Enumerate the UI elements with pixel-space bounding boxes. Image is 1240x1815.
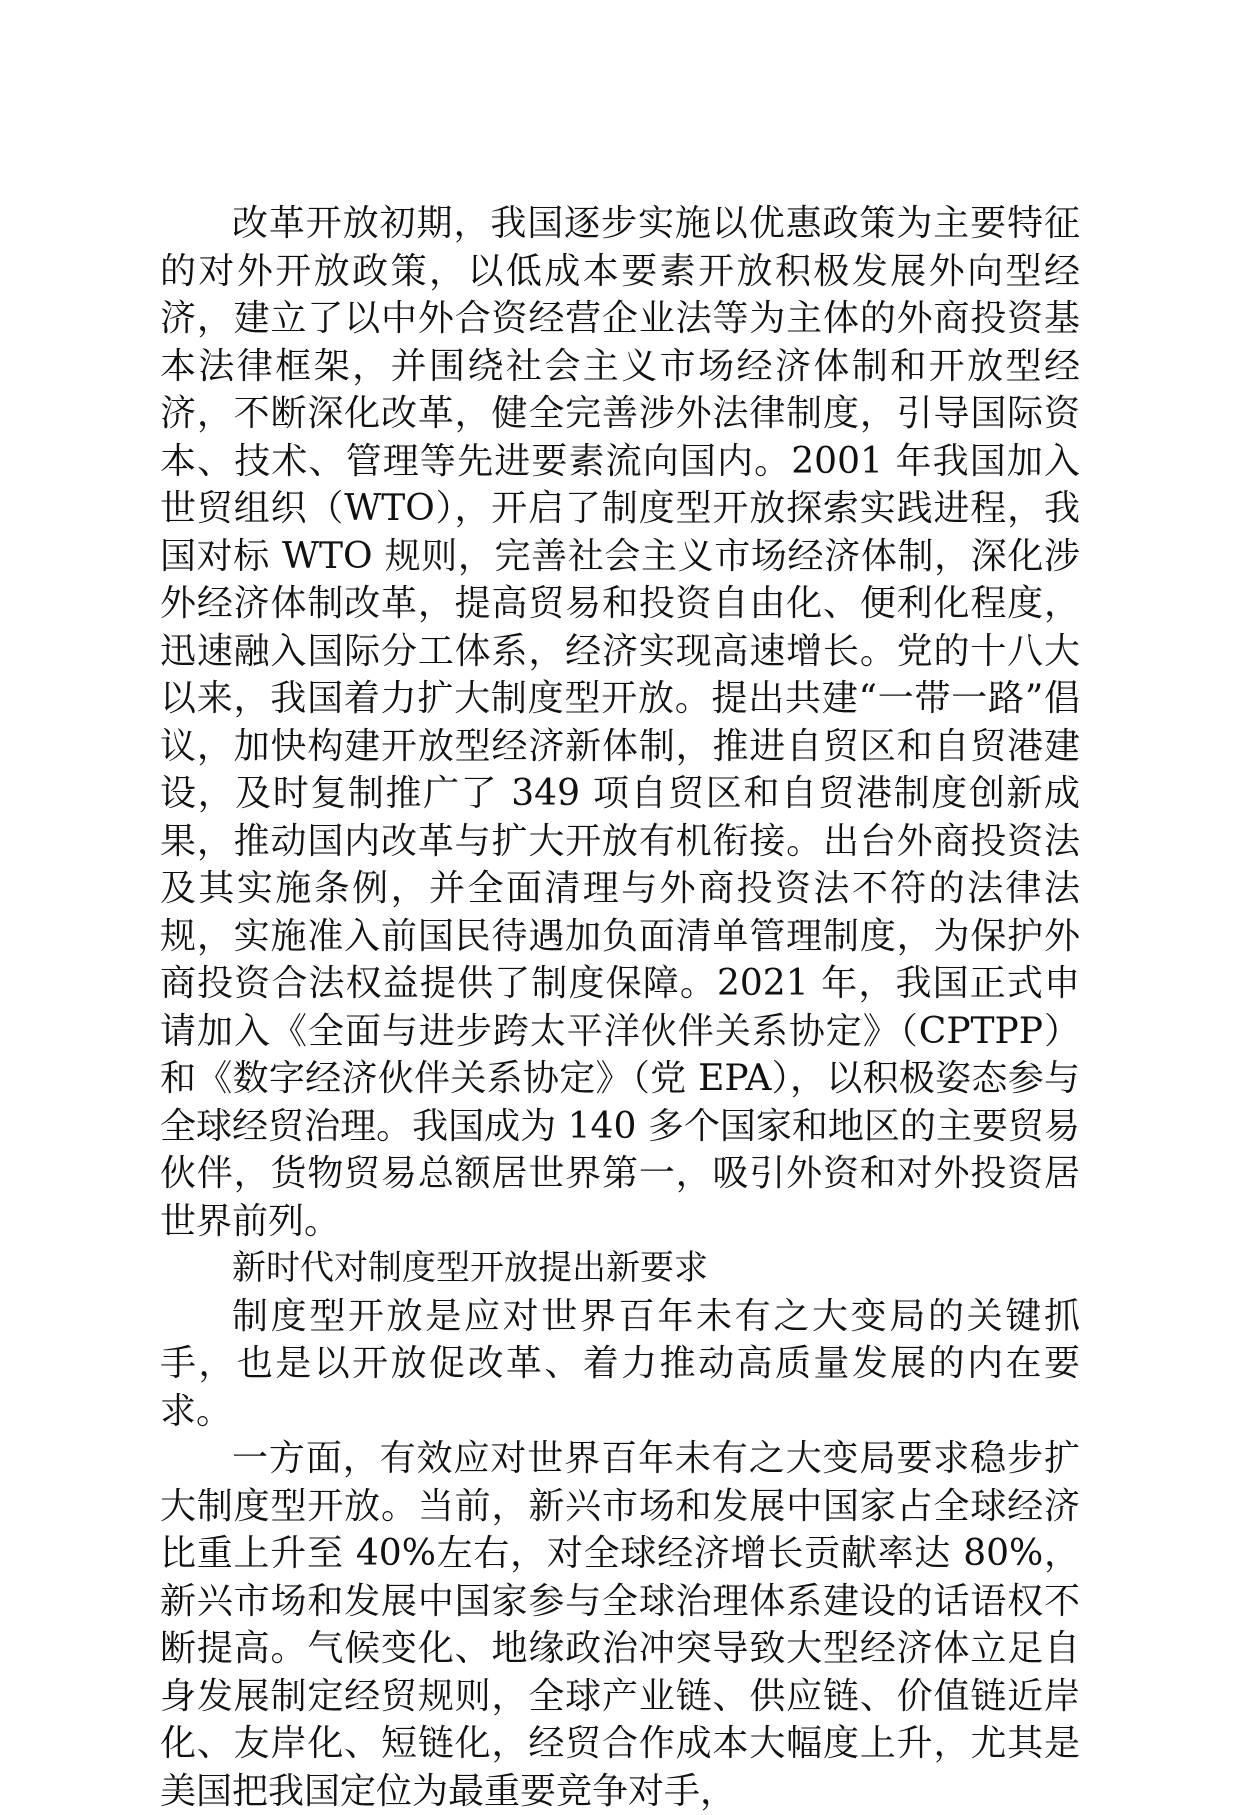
body-paragraph-3: 一方面，有效应对世界百年未有之大变局要求稳步扩大制度型开放。当前，新兴市场和发展中国家占全球经济比重上升至 40%左右，对全球经济增长贡献率达 80%，新兴市场和发展中国家参与全球治理体系建设的话语权不断提高。气候变化、地缘政治冲突导致大型经济体立足自身发展制定经贸规则，全球产业链、供应链、价值链近岸化、友岸化、短链化，经贸合作成本大幅度上升，尤其是美国把我国定位为最重要竞争对手， [160,1438,1080,1812]
document-page [160,200,1080,1815]
body-paragraph-1: 改革开放初期，我国逐步实施以优惠政策为主要特征的对外开放政策，以低成本要素开放积极发展外向型经济，建立了以中外合资经营企业法等为主体的外商投资基本法律框架，并围绕社会主义市场经济体制和开放型经济，不断深化改革，健全完善涉外法律制度，引导国际资本、技术、管理等先进要素流向国内。2001 年我国加入世贸组织（WTO），开启了制度型开放探索实践进程，我国对标 WTO 规则，完善社会主义市场经济体制，深化涉外经济体制改革，提高贸易和投资自由化、便利化程度，迅速融入国际分工体系，经济实现高速增长。党的十八大以来，我国着力扩大制度型开放。提出共建“一带一路”倡议，加快构建开放型经济新体制，推进自贸区和自贸港建设，及时复制推广了 349 项自贸区和自贸港制度创新成果，推动国内改革与扩大开放有机衔接。出台外商投资法及其实施条例，并全面清理与外商投资法不符的法律法规，实施准入前国民待遇加负面清单管理制度，为保护外商投资合法权益提供了制度保障。2021 年，我国正式申请加入《全面与进步跨太平洋伙伴关系协定》（CPTPP）和《数字经济伙伴关系协定》（党 EPA），以积极姿态参与全球经贸治理。我国成为 140 多个国家和地区的主要贸易伙伴，货物贸易总额居世界第一，吸引外资和对外投资居世界前列。 [160,203,1080,1242]
body-paragraph-2: 制度型开放是应对世界百年未有之大变局的关键抓手，也是以开放促改革、着力推动高质量发展的内在要求。 [160,1295,1080,1432]
section-heading: 新时代对制度型开放提出新要求 [232,1248,708,1288]
